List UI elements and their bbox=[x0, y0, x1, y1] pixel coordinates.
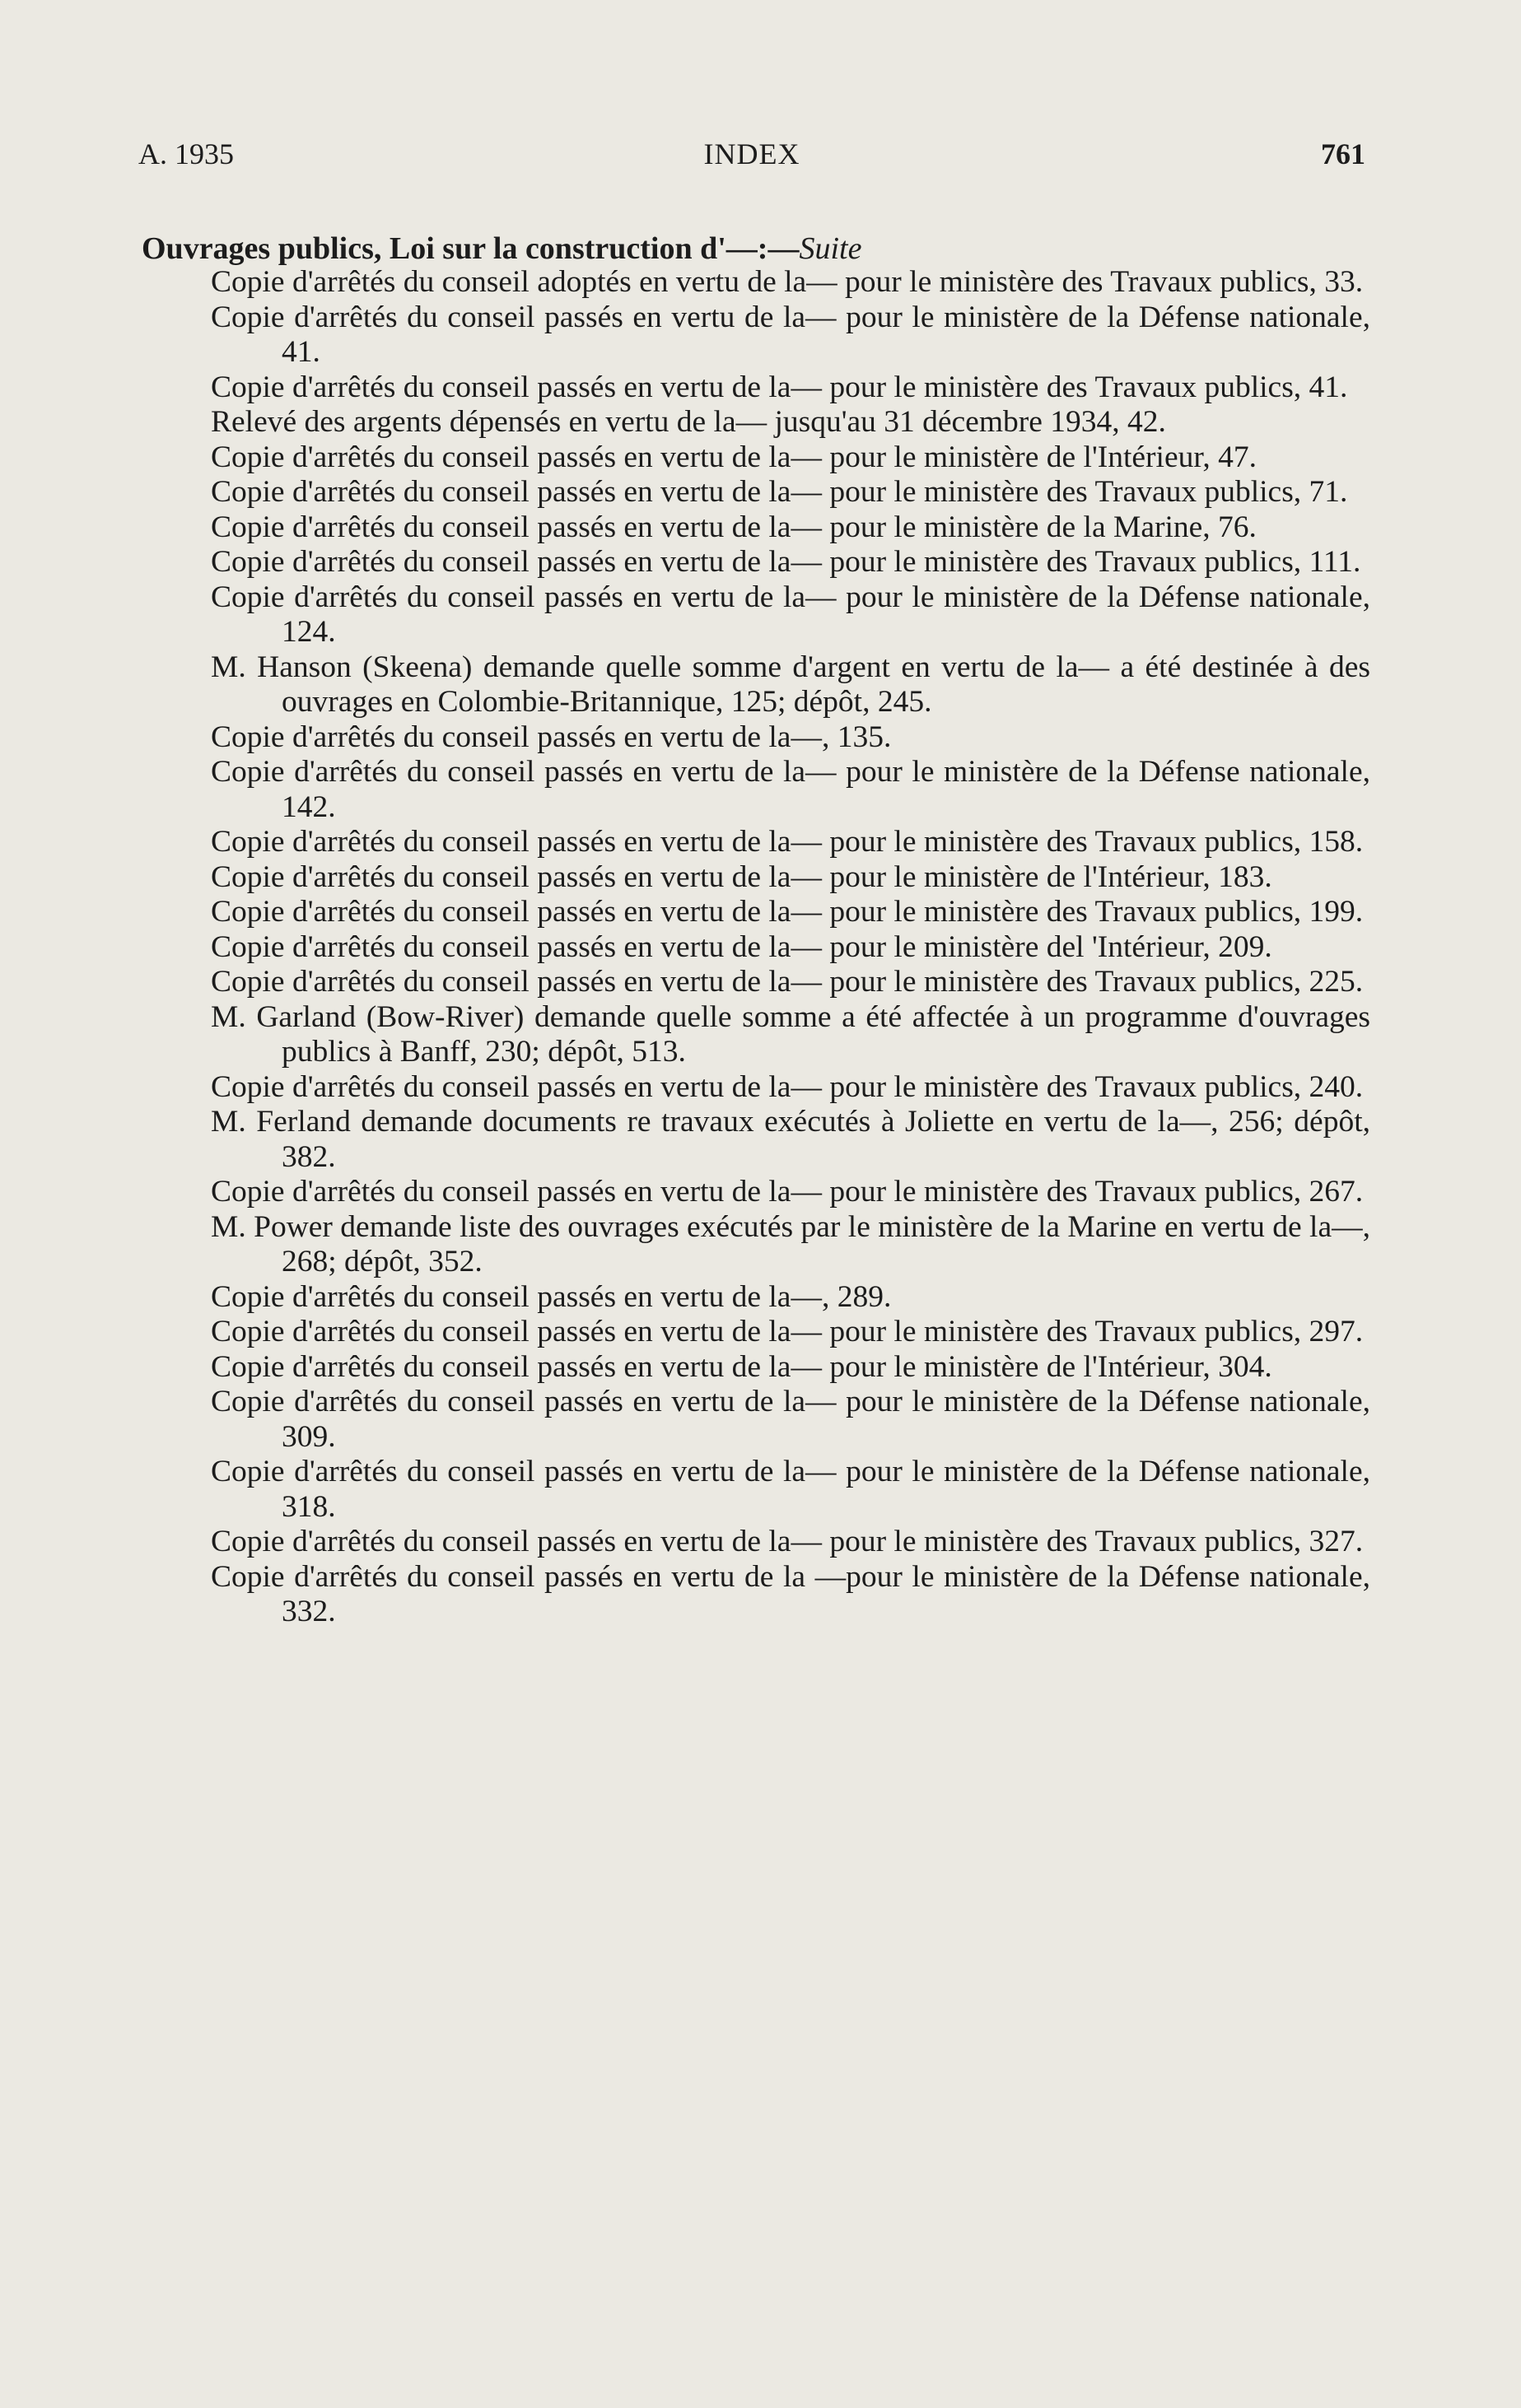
list-item: Copie d'arrêtés du conseil passés en vertu de la— pour le ministère des Travaux publics, 240. bbox=[211, 1069, 1364, 1104]
list-item: Copie d'arrêtés du conseil passés en vertu de la— pour le ministère de la Défense nationale, 41. bbox=[211, 300, 1370, 369]
entry-list bbox=[211, 265, 1370, 1630]
list-item: Copie d'arrêtés du conseil passés en vertu de la— pour le ministère des Travaux publics, 158. bbox=[211, 825, 1364, 859]
list-item: Copie d'arrêtés du conseil passés en vertu de la— pour le ministère de la Marine, 76. bbox=[211, 510, 1257, 544]
list-item: Copie d'arrêtés du conseil passés en vertu de la— pour le ministère de la Défense nationale, 142. bbox=[211, 755, 1370, 824]
list-item: M. Garland (Bow-River) demande quelle somme a été affectée à un programme d'ouvrages publics à Banff, 230; dépôt, 513. bbox=[211, 999, 1370, 1069]
entry-heading-continued: Suite bbox=[799, 231, 862, 266]
list-item: Copie d'arrêtés du conseil passés en vertu de la —pour le ministère de la Défense nationale, 332. bbox=[211, 1559, 1370, 1628]
list-item: Copie d'arrêtés du conseil passés en vertu de la— pour le ministère de la Défense nationale, 318. bbox=[211, 1455, 1370, 1524]
list-item: Copie d'arrêtés du conseil passés en vertu de la—, 135. bbox=[211, 720, 892, 754]
list-item: M. Hanson (Skeena) demande quelle somme d'argent en vertu de la— a été destinée à des ouvrages en Colombie-Britannique, 125; dépôt, 245. bbox=[211, 650, 1370, 719]
list-item: Copie d'arrêtés du conseil passés en vertu de la— pour le ministère de la Défense nationale, 124. bbox=[211, 580, 1370, 649]
volume-label: A. 1935 bbox=[138, 137, 234, 170]
list-item: Copie d'arrêtés du conseil passés en vertu de la— pour le ministère des Travaux publics, 71. bbox=[211, 475, 1348, 509]
list-item: Copie d'arrêtés du conseil passés en vertu de la— pour le ministère des Travaux publics, 267. bbox=[211, 1175, 1364, 1209]
list-item: Copie d'arrêtés du conseil passés en vertu de la— pour le ministère de l'Intérieur, 304. bbox=[211, 1349, 1272, 1384]
list-item: Copie d'arrêtés du conseil passés en vertu de la— pour le ministère des Travaux publics, 199. bbox=[211, 895, 1364, 929]
list-item: Copie d'arrêtés du conseil passés en vertu de la— pour le ministère des Travaux publics, 225. bbox=[211, 965, 1364, 999]
list-item: M. Ferland demande documents re travaux exécutés à Joliette en vertu de la—, 256; dépôt, 382. bbox=[211, 1105, 1370, 1174]
list-item: Relevé des argents dépensés en vertu de la— jusqu'au 31 décembre 1934, 42. bbox=[211, 405, 1166, 439]
page-title: INDEX bbox=[703, 137, 800, 170]
entry-heading bbox=[142, 231, 861, 267]
list-item: Copie d'arrêtés du conseil passés en vertu de la—, 289. bbox=[211, 1279, 892, 1314]
list-item: Copie d'arrêtés du conseil adoptés en vertu de la— pour le ministère des Travaux publics, 33. bbox=[211, 265, 1364, 299]
list-item: Copie d'arrêtés du conseil passés en vertu de la— pour le ministère de la Défense nationale, 309. bbox=[211, 1385, 1370, 1454]
list-item: Copie d'arrêtés du conseil passés en vertu de la— pour le ministère des Travaux publics, 327. bbox=[211, 1525, 1364, 1558]
entry-heading-title: Ouvrages publics, Loi sur la construction d'—:— bbox=[142, 231, 800, 266]
list-item: Copie d'arrêtés du conseil passés en vertu de la— pour le ministère des Travaux publics, 297. bbox=[211, 1315, 1364, 1348]
page-number: 761 bbox=[1321, 137, 1365, 170]
list-item: Copie d'arrêtés du conseil passés en vertu de la— pour le ministère des Travaux publics, 41. bbox=[211, 370, 1348, 404]
list-item: Copie d'arrêtés du conseil passés en vertu de la— pour le ministère de l'Intérieur, 47. bbox=[211, 440, 1257, 474]
list-item: M. Power demande liste des ouvrages exécutés par le ministère de la Marine en vertu de la—, 268; dépôt, 352. bbox=[211, 1209, 1370, 1279]
list-item: Copie d'arrêtés du conseil passés en vertu de la— pour le ministère des Travaux publics, 111. bbox=[211, 545, 1361, 579]
list-item: Copie d'arrêtés du conseil passés en vertu de la— pour le ministère del 'Intérieur, 209. bbox=[211, 929, 1272, 964]
list-item: Copie d'arrêtés du conseil passés en vertu de la— pour le ministère de l'Intérieur, 183. bbox=[211, 859, 1272, 894]
page-header bbox=[138, 137, 1365, 178]
